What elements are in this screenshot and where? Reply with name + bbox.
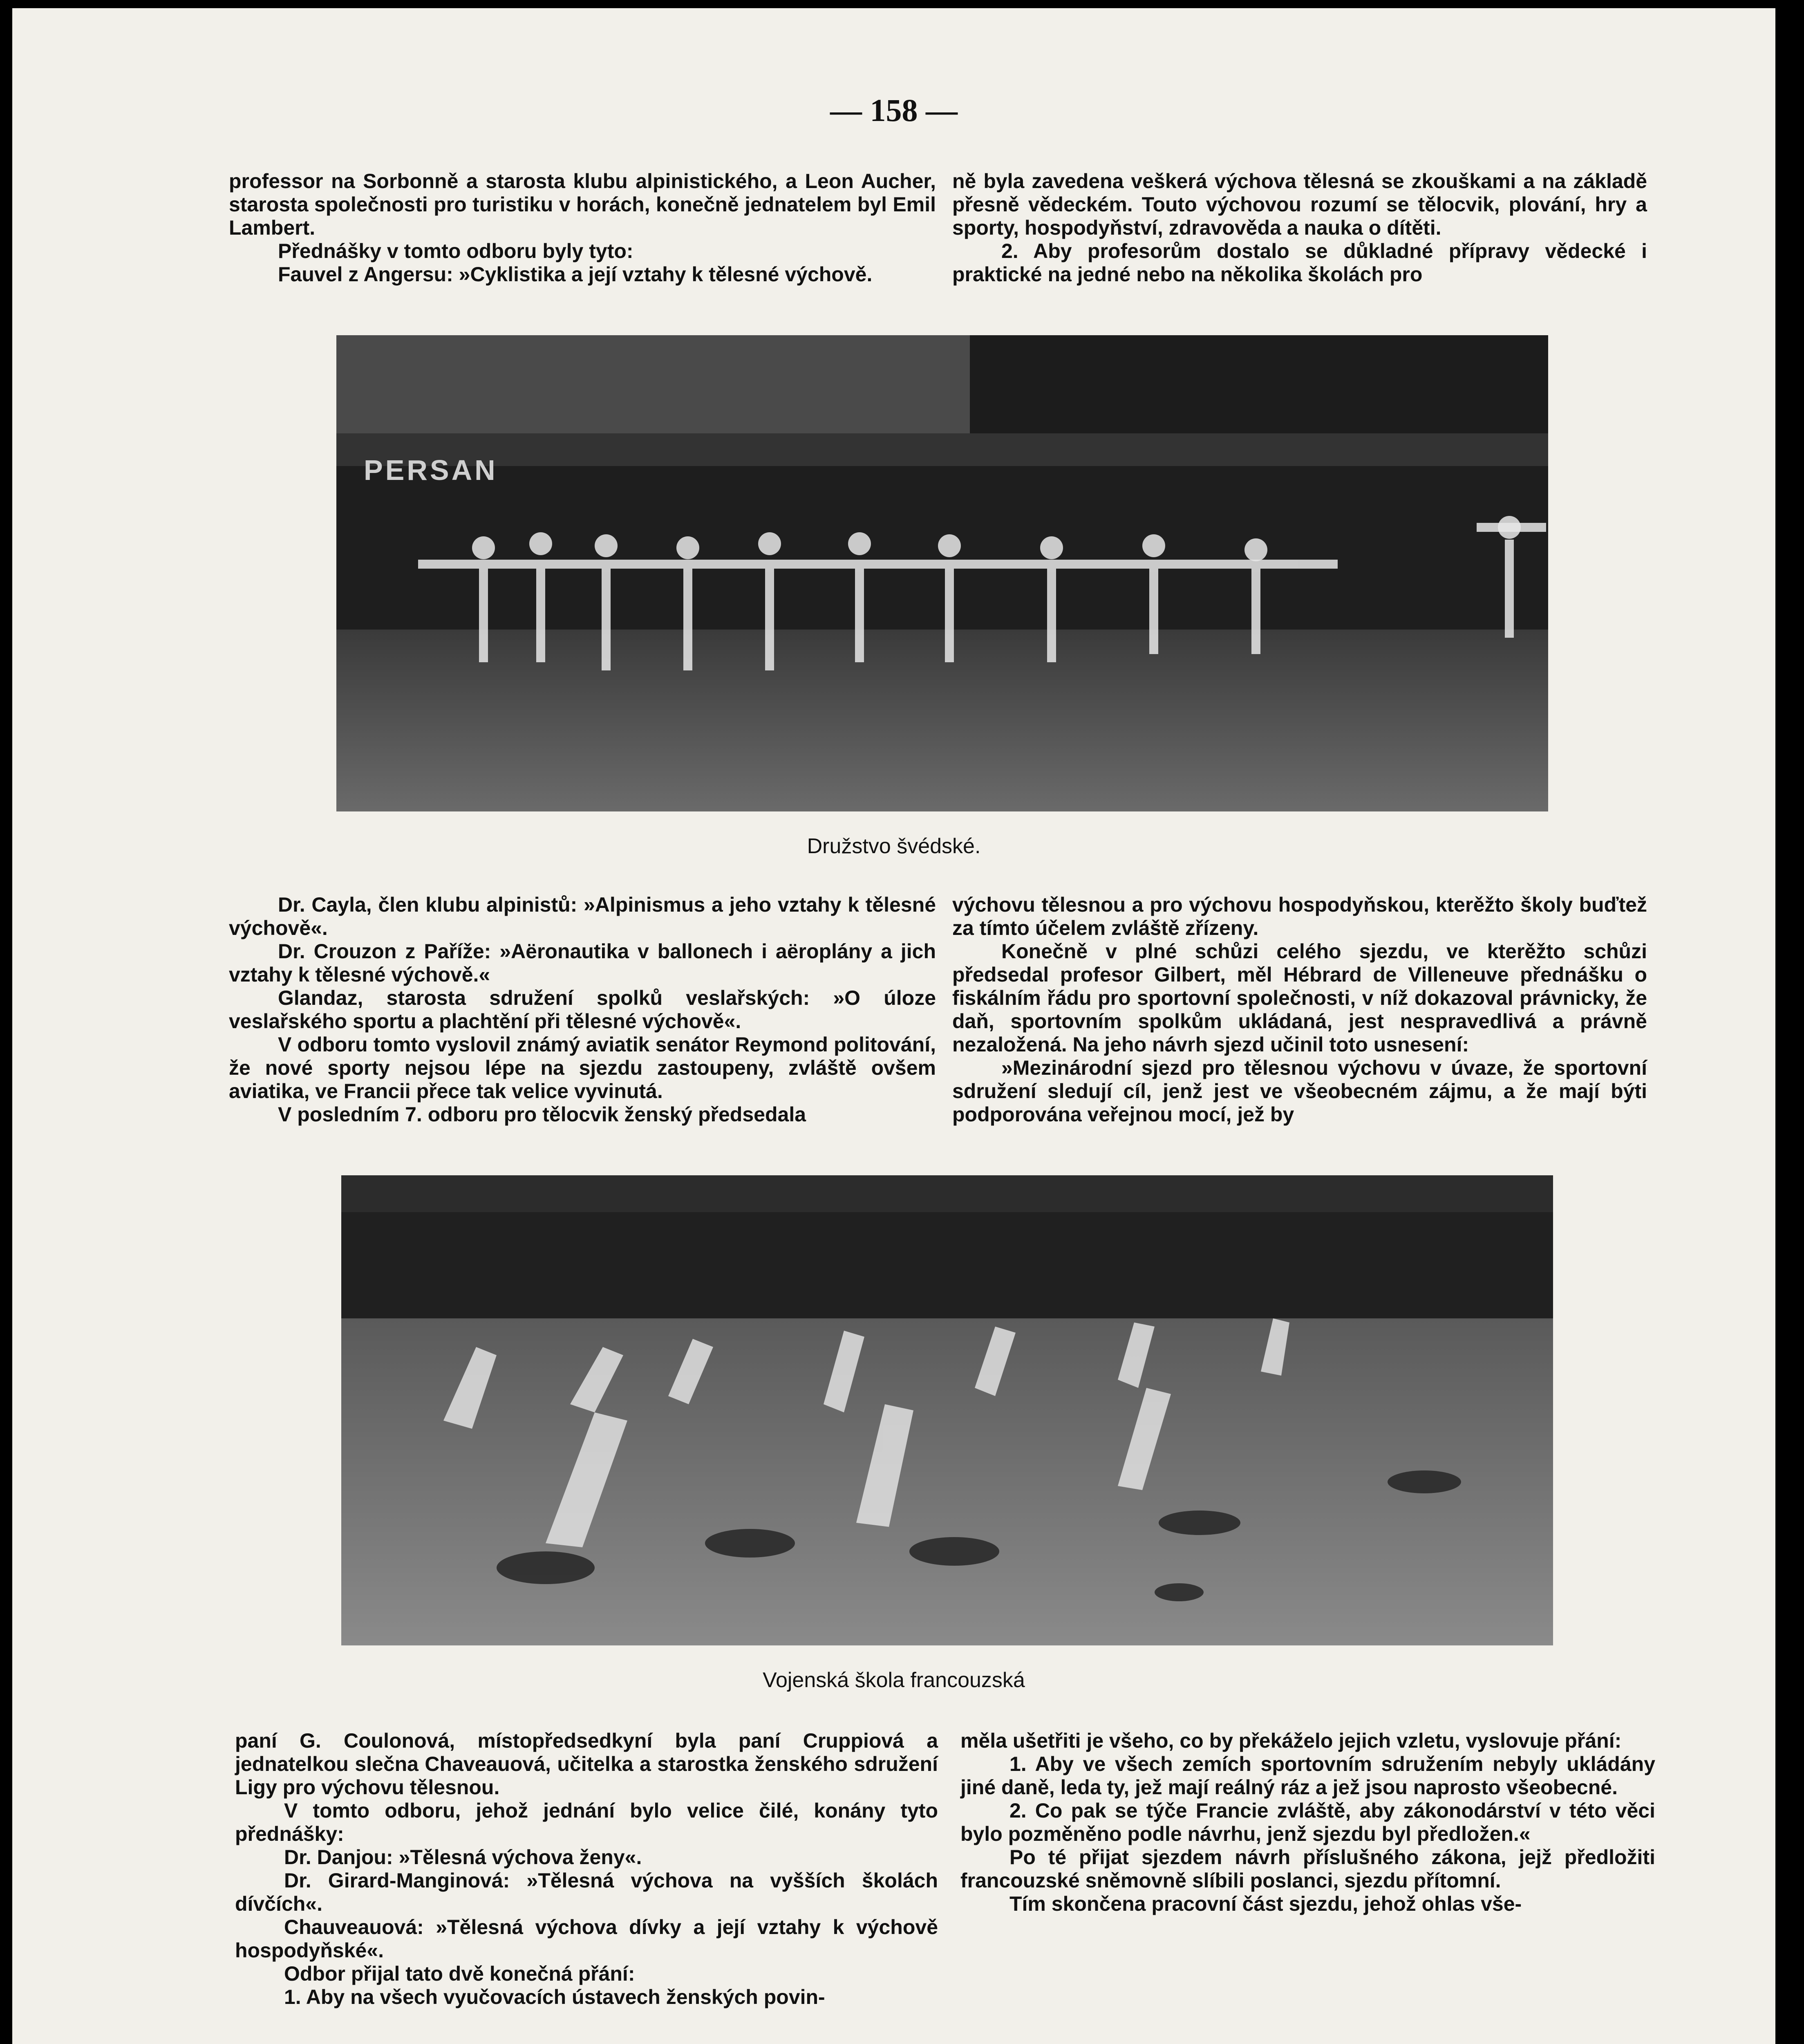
section3-right-column xyxy=(960,1729,1655,1916)
photo-french-military-school xyxy=(341,1175,1553,1645)
paragraph: Chauveauová: »Tělesná výchova dívky a její vztahy k výchově hospodyňské«. xyxy=(235,1916,938,1962)
paragraph: Po té přijat sjezdem návrh příslušného zákona, jejž předložiti francouzské sněmovně slíbili poslanci, sjezdu přítomní. xyxy=(960,1846,1655,1892)
paragraph: výchovu tělesnou a pro výchovu hospodyňskou, kterěžto školy buďtež za tímto účelem zvláště zřízeny. xyxy=(952,893,1647,939)
paragraph: Přednášky v tomto odboru byly tyto: xyxy=(278,240,633,262)
section1-right-column xyxy=(952,170,1647,286)
page-number: — 158 — xyxy=(830,92,958,128)
paragraph: paní G. Coulonová, místopředsedkyní byla paní Cruppiová a jednatelkou slečna Chaveauová, učitelka a starostka ženského sdružení Ligy pro výchovu tělesnou. xyxy=(235,1729,938,1799)
paragraph: ně byla zavedena veškerá výchova tělesná se zkouškami a na základě přesně vědeckém. Touto výchovou rozumí se tělocvik, plování, hry a sporty, hospodyňství, zdravověda a nauka o dítěti. xyxy=(952,170,1647,239)
paragraph: 1. Aby ve všech zemích sportovním sdružením nebyly ukládány jiné daně, leda ty, jež mají reálný ráz a jež jsou naprosto všeobecné. xyxy=(960,1753,1655,1799)
paragraph: Glandaz, starosta sdružení spolků veslařských: »O úloze veslařského sportu a plachtění při tělesné výchově«. xyxy=(229,986,936,1033)
section2-right-column xyxy=(952,893,1647,1126)
paragraph: Tím skončena pracovní část sjezdu, jehož ohlas vše- xyxy=(1009,1892,1522,1915)
photo-swedish-team-image xyxy=(336,335,1548,811)
paragraph: Dr. Danjou: »Tělesná výchova ženy«. xyxy=(284,1846,642,1869)
paragraph: Dr. Cayla, člen klubu alpinistů: »Alpinismus a jeho vztahy k tělesné výchově«. xyxy=(229,893,936,939)
paragraph: Dr. Girard-Manginová: »Tělesná výchova na vyšších školách dívčích«. xyxy=(235,1869,938,1915)
photo-french-military-school-image xyxy=(341,1175,1553,1645)
paragraph: měla ušetřiti je všeho, co by překáželo jejich vzletu, vyslovuje přání: xyxy=(960,1729,1622,1752)
paragraph: Konečně v plné schůzi celého sjezdu, ve kterěžto schůzi předsedal profesor Gilbert, měl Hébrard de Villeneuve přednášku o fiskálním řádu pro sportovní společnosti, v níž dokazoval právnicky, že daň, sportovním spolkům ukládaná, jest nespravedlivá a právně nezaložená. Na jeho návrh sjezd učinil toto usnesení: xyxy=(952,940,1647,1056)
paragraph: Fauvel z Angersu: »Cyklistika a její vztahy k tělesné výchově. xyxy=(278,263,873,286)
section3-left-column xyxy=(235,1729,938,2009)
paragraph: 2. Aby profesorům dostalo se důkladné přípravy vědecké i praktické na jedné nebo na několika školách pro xyxy=(952,240,1647,286)
paragraph: Dr. Crouzon z Paříže: »Aëronautika v ballonech i aëroplány a jich vztahy k tělesné výchově.« xyxy=(229,940,936,986)
document-page xyxy=(12,8,1789,2044)
paragraph: »Mezinárodní sjezd pro tělesnou výchovu v úvaze, že sportovní sdružení sledují cíl, jenž jest ve všeobecném zájmu, a že mají býti podporována veřejnou mocí, jež by xyxy=(952,1056,1647,1126)
paragraph: 1. Aby na všech vyučovacích ústavech ženských povin- xyxy=(284,1986,825,2008)
caption-swedish-team: Družstvo švédské. xyxy=(807,834,981,858)
photo-banner-text: PERSAN xyxy=(364,454,498,486)
caption-french-military-school: Vojenská škola francouzská xyxy=(763,1668,1025,1692)
paragraph: Odbor přijal tato dvě konečná přání: xyxy=(284,1962,635,1985)
section2-left-column xyxy=(229,893,936,1126)
paragraph: 2. Co pak se týče Francie zvláště, aby zákonodárství v této věci bylo pozměněno podle návrhu, jenž sjezdu byl předložen.« xyxy=(960,1799,1655,1845)
paragraph: professor na Sorbonně a starosta klubu alpinistického, a Leon Aucher, starosta společnosti pro turistiku v horách, konečně jednatelem byl Emil Lambert. xyxy=(229,170,936,239)
paragraph: V posledním 7. odboru pro tělocvik ženský předsedala xyxy=(278,1103,806,1126)
section1-left-column xyxy=(229,170,936,286)
paragraph: V tomto odboru, jehož jednání bylo velice čilé, konány tyto přednášky: xyxy=(235,1799,938,1845)
paragraph: V odboru tomto vyslovil známý aviatik senátor Reymond politování, že nové sporty nejsou lépe na sjezdu zastoupeny, zvláště ovšem aviatika, ve Francii přece tak velice vyvinutá. xyxy=(229,1033,936,1103)
photo-swedish-team xyxy=(336,335,1548,811)
